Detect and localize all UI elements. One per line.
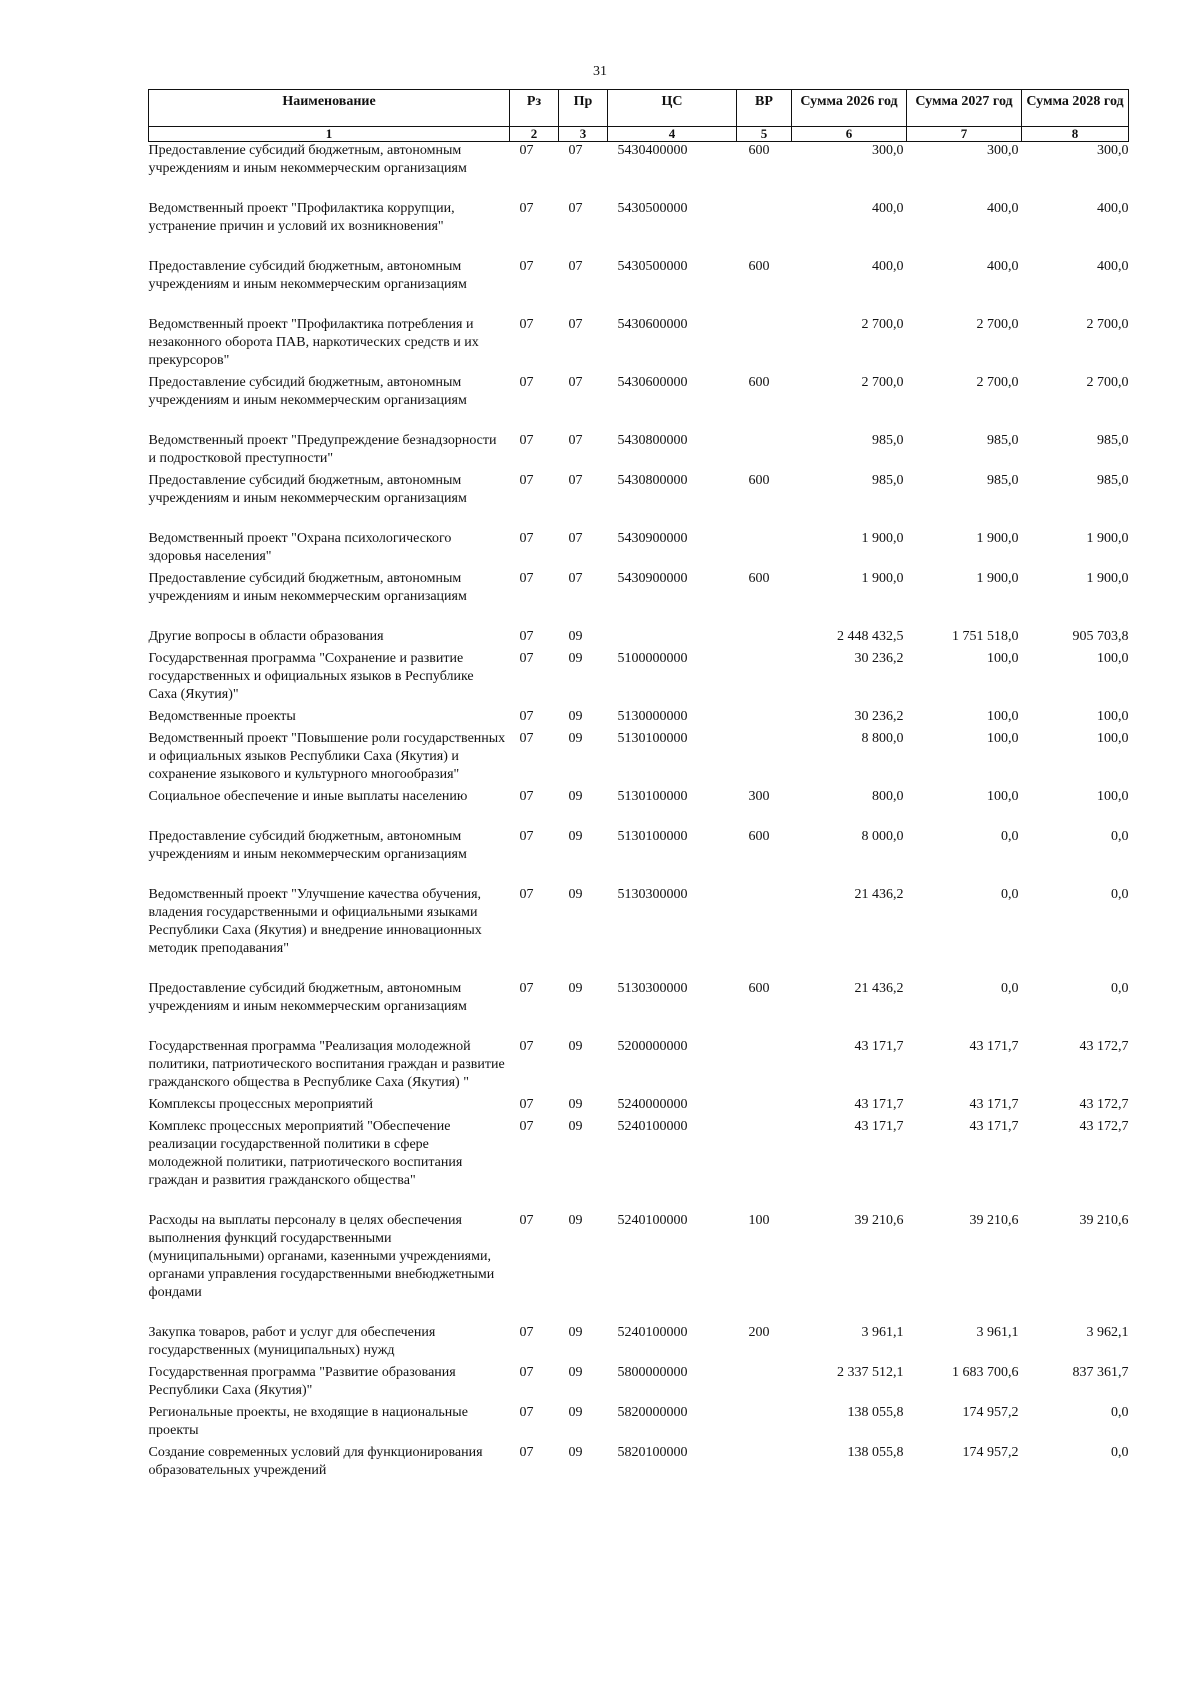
row-pr: 07 <box>568 143 583 158</box>
table-row <box>149 1096 1129 1118</box>
row-sum-2028: 1 900,0 <box>1086 571 1129 586</box>
row-name: Предоставление субсидий бюджетным, автономным учреждениям и иным некоммерческим организациям <box>148 259 467 292</box>
row-name: Другие вопросы в области образования <box>148 629 384 644</box>
row-sum-2027: 43 171,7 <box>969 1097 1019 1112</box>
header-name: Наименование <box>149 90 510 127</box>
row-cs: 5240100000 <box>617 1119 688 1134</box>
row-sum-2027: 1 751 518,0 <box>952 629 1019 644</box>
row-sum-2028: 39 210,6 <box>1079 1213 1129 1228</box>
row-rz: 07 <box>519 317 534 332</box>
row-rz: 07 <box>519 731 534 746</box>
row-vr <box>737 530 792 570</box>
row-sum-2028: 985,0 <box>1097 433 1129 448</box>
row-pr: 09 <box>568 1365 583 1380</box>
table-body <box>149 142 1129 1485</box>
header-rz: Рз <box>510 90 559 127</box>
row-sum-2026: 30 236,2 <box>854 651 904 666</box>
row-pr: 09 <box>568 731 583 746</box>
row-name: Создание современных условий для функционирования образовательных учреждений <box>148 1445 483 1478</box>
row-pr: 09 <box>568 1097 583 1112</box>
row-name: Предоставление субсидий бюджетным, автономным учреждениям и иным некоммерческим организациям <box>148 829 467 862</box>
row-name: Ведомственный проект "Улучшение качества обучения, владения государственными и официальными языками Республики Саха (Якутия) и внедрение инновационных методик преподавания" <box>148 887 482 956</box>
row-cs: 5820000000 <box>617 1405 688 1420</box>
row-sum-2026: 800,0 <box>872 789 904 804</box>
row-sum-2028: 100,0 <box>1097 651 1129 666</box>
row-sum-2026: 2 700,0 <box>861 375 904 390</box>
row-vr <box>737 628 792 650</box>
row-sum-2028: 400,0 <box>1097 201 1129 216</box>
table-row <box>149 432 1129 472</box>
row-name: Социальное обеспечение и иные выплаты населению <box>148 789 468 804</box>
row-sum-2026: 21 436,2 <box>854 887 904 902</box>
row-sum-2026: 39 210,6 <box>854 1213 904 1228</box>
row-cs: 5430600000 <box>617 317 688 332</box>
row-pr: 07 <box>568 201 583 216</box>
table-row <box>149 650 1129 708</box>
row-sum-2027: 43 171,7 <box>969 1039 1019 1054</box>
row-name: Комплексы процессных мероприятий <box>148 1097 373 1112</box>
header-pr: Пр <box>559 90 608 127</box>
row-vr <box>737 886 792 980</box>
table-row <box>149 1118 1129 1212</box>
row-rz: 07 <box>519 201 534 216</box>
row-sum-2027: 0,0 <box>1001 887 1019 902</box>
table-row <box>149 1404 1129 1444</box>
row-sum-2028: 43 172,7 <box>1079 1119 1129 1134</box>
row-vr <box>737 1096 792 1118</box>
row-cs: 5430500000 <box>617 201 688 216</box>
row-sum-2028: 1 900,0 <box>1086 531 1129 546</box>
row-rz: 07 <box>519 1213 534 1228</box>
row-cs: 5430900000 <box>617 531 688 546</box>
budget-table <box>148 89 1129 1484</box>
table-row <box>149 828 1129 886</box>
table-row <box>149 980 1129 1038</box>
row-sum-2027: 39 210,6 <box>969 1213 1019 1228</box>
row-vr <box>737 1404 792 1444</box>
table-row <box>149 142 1129 201</box>
row-cs: 5430900000 <box>617 571 688 586</box>
row-cs: 5820100000 <box>617 1445 688 1460</box>
column-number: 7 <box>907 127 1022 142</box>
row-rz: 07 <box>519 887 534 902</box>
row-cs: 5430400000 <box>617 143 688 158</box>
row-sum-2026: 1 900,0 <box>861 531 904 546</box>
row-sum-2026: 138 055,8 <box>847 1445 904 1460</box>
row-cs: 5430800000 <box>617 473 688 488</box>
row-sum-2026: 400,0 <box>872 201 904 216</box>
row-pr: 07 <box>568 473 583 488</box>
row-sum-2026: 985,0 <box>872 433 904 448</box>
table-row <box>149 886 1129 980</box>
row-cs: 5800000000 <box>617 1365 688 1380</box>
row-cs <box>608 628 737 650</box>
column-number: 2 <box>510 127 559 142</box>
row-vr <box>737 1118 792 1212</box>
row-rz: 07 <box>519 375 534 390</box>
row-sum-2026: 43 171,7 <box>854 1119 904 1134</box>
table-row <box>149 788 1129 828</box>
row-sum-2028: 100,0 <box>1097 709 1129 724</box>
row-vr <box>737 730 792 788</box>
row-cs: 5200000000 <box>617 1039 688 1054</box>
column-number: 4 <box>608 127 737 142</box>
table-row <box>149 472 1129 530</box>
row-sum-2027: 2 700,0 <box>976 317 1019 332</box>
row-pr: 09 <box>568 1325 583 1340</box>
row-vr <box>737 316 792 374</box>
row-name: Ведомственные проекты <box>148 709 296 724</box>
row-cs: 5100000000 <box>617 651 688 666</box>
row-vr <box>737 650 792 708</box>
row-sum-2027: 2 700,0 <box>976 375 1019 390</box>
header-vr: ВР <box>737 90 792 127</box>
table-row <box>149 628 1129 650</box>
row-pr: 09 <box>568 1213 583 1228</box>
row-sum-2027: 43 171,7 <box>969 1119 1019 1134</box>
row-sum-2027: 3 961,1 <box>976 1325 1019 1340</box>
row-rz: 07 <box>519 1119 534 1134</box>
table-row <box>149 708 1129 730</box>
row-sum-2026: 8 800,0 <box>861 731 904 746</box>
row-sum-2026: 21 436,2 <box>854 981 904 996</box>
table-row <box>149 570 1129 628</box>
row-pr: 09 <box>568 829 583 844</box>
row-vr <box>737 432 792 472</box>
row-sum-2026: 2 700,0 <box>861 317 904 332</box>
row-name: Расходы на выплаты персоналу в целях обеспечения выполнения функций государственными (муниципальными) органами, казенными учреждениями, органами управления государственными внебюджетными фондами <box>148 1213 495 1300</box>
row-vr: 600 <box>748 571 770 586</box>
row-vr <box>737 708 792 730</box>
row-rz: 07 <box>519 1039 534 1054</box>
table-row <box>149 1212 1129 1324</box>
row-pr: 09 <box>568 651 583 666</box>
row-pr: 07 <box>568 259 583 274</box>
row-rz: 07 <box>519 1097 534 1112</box>
row-cs: 5130100000 <box>617 829 688 844</box>
row-rz: 07 <box>519 1325 534 1340</box>
row-vr: 600 <box>748 143 770 158</box>
row-sum-2027: 400,0 <box>987 259 1019 274</box>
row-sum-2026: 400,0 <box>872 259 904 274</box>
table-row <box>149 1364 1129 1404</box>
row-cs: 5240100000 <box>617 1213 688 1228</box>
table-header <box>149 90 1129 142</box>
row-sum-2028: 100,0 <box>1097 731 1129 746</box>
column-number: 1 <box>149 127 510 142</box>
row-name: Предоставление субсидий бюджетным, автономным учреждениям и иным некоммерческим организациям <box>148 981 467 1014</box>
row-pr: 09 <box>568 709 583 724</box>
row-sum-2026: 138 055,8 <box>847 1405 904 1420</box>
row-name: Ведомственный проект "Охрана психологического здоровья населения" <box>148 531 452 564</box>
row-rz: 07 <box>519 571 534 586</box>
row-pr: 09 <box>568 887 583 902</box>
row-name: Предоставление субсидий бюджетным, автономным учреждениям и иным некоммерческим организациям <box>148 473 467 506</box>
table-row <box>149 1038 1129 1096</box>
row-cs: 5240100000 <box>617 1325 688 1340</box>
row-name: Предоставление субсидий бюджетным, автономным учреждениям и иным некоммерческим организациям <box>148 375 467 408</box>
row-sum-2026: 985,0 <box>872 473 904 488</box>
row-rz: 07 <box>519 789 534 804</box>
table-row <box>149 730 1129 788</box>
row-pr: 09 <box>568 1405 583 1420</box>
row-sum-2027: 985,0 <box>987 433 1019 448</box>
row-sum-2028: 0,0 <box>1111 1445 1129 1460</box>
row-name: Предоставление субсидий бюджетным, автономным учреждениям и иным некоммерческим организациям <box>148 143 467 176</box>
header-sum-2027: Сумма 2027 год <box>907 90 1022 127</box>
row-sum-2026: 300,0 <box>872 143 904 158</box>
row-sum-2028: 905 703,8 <box>1072 629 1129 644</box>
row-sum-2028: 100,0 <box>1097 789 1129 804</box>
row-pr: 07 <box>568 375 583 390</box>
column-number: 8 <box>1022 127 1129 142</box>
row-sum-2026: 30 236,2 <box>854 709 904 724</box>
row-vr <box>737 1364 792 1404</box>
row-rz: 07 <box>519 981 534 996</box>
column-number: 5 <box>737 127 792 142</box>
row-sum-2028: 43 172,7 <box>1079 1039 1129 1054</box>
row-rz: 07 <box>519 1365 534 1380</box>
column-number: 3 <box>559 127 608 142</box>
row-pr: 09 <box>568 1445 583 1460</box>
row-vr: 600 <box>748 981 770 996</box>
row-vr: 600 <box>748 375 770 390</box>
row-cs: 5430500000 <box>617 259 688 274</box>
row-sum-2028: 300,0 <box>1097 143 1129 158</box>
header-row <box>149 90 1129 127</box>
row-pr: 09 <box>568 789 583 804</box>
row-rz: 07 <box>519 531 534 546</box>
header-number-row <box>149 127 1129 142</box>
row-name: Ведомственный проект "Повышение роли государственных и официальных языков Республики Саха (Якутия) и сохранение языкового и культурного многообразия" <box>148 731 506 782</box>
row-vr: 600 <box>748 259 770 274</box>
row-sum-2026: 2 337 512,1 <box>837 1365 904 1380</box>
row-name: Ведомственный проект "Профилактика коррупции, устранение причин и условий их возникновения" <box>148 201 455 234</box>
row-vr <box>737 1038 792 1096</box>
row-pr: 09 <box>568 629 583 644</box>
row-sum-2027: 400,0 <box>987 201 1019 216</box>
row-name: Региональные проекты, не входящие в национальные проекты <box>148 1405 468 1438</box>
row-pr: 07 <box>568 317 583 332</box>
row-cs: 5130300000 <box>617 981 688 996</box>
row-sum-2028: 3 962,1 <box>1086 1325 1129 1340</box>
row-sum-2028: 0,0 <box>1111 1405 1129 1420</box>
row-sum-2028: 985,0 <box>1097 473 1129 488</box>
row-cs: 5130100000 <box>617 731 688 746</box>
row-rz: 07 <box>519 829 534 844</box>
row-sum-2027: 100,0 <box>987 731 1019 746</box>
row-sum-2027: 100,0 <box>987 789 1019 804</box>
row-name: Ведомственный проект "Профилактика потребления и незаконного оборота ПАВ, наркотических средств и их прекурсоров" <box>148 317 479 368</box>
page-number: 31 <box>593 64 607 79</box>
row-sum-2028: 43 172,7 <box>1079 1097 1129 1112</box>
row-name: Государственная программа "Реализация молодежной политики, патриотического воспитания граждан и развитие гражданского общества в Республике Саха (Якутия) " <box>148 1039 505 1090</box>
row-sum-2026: 3 961,1 <box>861 1325 904 1340</box>
row-rz: 07 <box>519 651 534 666</box>
table-row <box>149 258 1129 316</box>
header-sum-2028: Сумма 2028 год <box>1022 90 1129 127</box>
table-row <box>149 200 1129 258</box>
row-name: Комплекс процессных мероприятий "Обеспечение реализации государственной политики в сфере молодежной политики, патриотического воспитания граждан и развития гражданского общества" <box>148 1119 463 1188</box>
row-vr: 200 <box>748 1325 770 1340</box>
row-name: Ведомственный проект "Предупреждение безнадзорности и подростковой преступности" <box>148 433 497 466</box>
row-name: Закупка товаров, работ и услуг для обеспечения государственных (муниципальных) нужд <box>148 1325 436 1358</box>
row-sum-2027: 1 683 700,6 <box>952 1365 1019 1380</box>
row-sum-2028: 2 700,0 <box>1086 317 1129 332</box>
row-sum-2027: 0,0 <box>1001 981 1019 996</box>
row-cs: 5130300000 <box>617 887 688 902</box>
row-sum-2028: 0,0 <box>1111 829 1129 844</box>
row-name: Государственная программа "Сохранение и развитие государственных и официальных языков в Республике Саха (Якутия)" <box>148 651 474 702</box>
row-sum-2028: 0,0 <box>1111 981 1129 996</box>
row-rz: 07 <box>519 433 534 448</box>
row-sum-2026: 1 900,0 <box>861 571 904 586</box>
row-pr: 09 <box>568 1119 583 1134</box>
row-rz: 07 <box>519 629 534 644</box>
row-sum-2026: 8 000,0 <box>861 829 904 844</box>
row-sum-2027: 1 900,0 <box>976 531 1019 546</box>
row-sum-2027: 174 957,2 <box>962 1405 1019 1420</box>
row-pr: 09 <box>568 1039 583 1054</box>
table-row <box>149 316 1129 374</box>
row-cs: 5240000000 <box>617 1097 688 1112</box>
row-rz: 07 <box>519 473 534 488</box>
row-rz: 07 <box>519 143 534 158</box>
row-cs: 5430600000 <box>617 375 688 390</box>
row-pr: 07 <box>568 571 583 586</box>
row-pr: 09 <box>568 981 583 996</box>
row-sum-2027: 100,0 <box>987 709 1019 724</box>
header-sum-2026: Сумма 2026 год <box>792 90 907 127</box>
header-cs: ЦС <box>608 90 737 127</box>
row-vr: 100 <box>748 1213 770 1228</box>
row-cs: 5130000000 <box>617 709 688 724</box>
row-sum-2026: 43 171,7 <box>854 1097 904 1112</box>
row-vr <box>737 200 792 258</box>
row-rz: 07 <box>519 259 534 274</box>
row-rz: 07 <box>519 1405 534 1420</box>
row-vr: 600 <box>748 829 770 844</box>
column-number: 6 <box>792 127 907 142</box>
row-sum-2028: 400,0 <box>1097 259 1129 274</box>
row-pr: 07 <box>568 433 583 448</box>
row-sum-2026: 2 448 432,5 <box>837 629 904 644</box>
row-rz: 07 <box>519 709 534 724</box>
row-sum-2027: 174 957,2 <box>962 1445 1019 1460</box>
row-vr: 300 <box>748 789 770 804</box>
row-vr <box>737 1444 792 1484</box>
table-row <box>149 1444 1129 1484</box>
row-sum-2027: 1 900,0 <box>976 571 1019 586</box>
row-sum-2027: 300,0 <box>987 143 1019 158</box>
table-row <box>149 530 1129 570</box>
row-sum-2028: 2 700,0 <box>1086 375 1129 390</box>
table-row <box>149 374 1129 432</box>
row-sum-2028: 837 361,7 <box>1072 1365 1129 1380</box>
row-pr: 07 <box>568 531 583 546</box>
row-rz: 07 <box>519 1445 534 1460</box>
row-cs: 5130100000 <box>617 789 688 804</box>
row-vr: 600 <box>748 473 770 488</box>
row-sum-2026: 43 171,7 <box>854 1039 904 1054</box>
row-name: Государственная программа "Развитие образования Республики Саха (Якутия)" <box>148 1365 456 1398</box>
row-sum-2028: 0,0 <box>1111 887 1129 902</box>
row-sum-2027: 0,0 <box>1001 829 1019 844</box>
row-name: Предоставление субсидий бюджетным, автономным учреждениям и иным некоммерческим организациям <box>148 571 467 604</box>
row-sum-2027: 100,0 <box>987 651 1019 666</box>
table-row <box>149 1324 1129 1364</box>
row-sum-2027: 985,0 <box>987 473 1019 488</box>
row-cs: 5430800000 <box>617 433 688 448</box>
